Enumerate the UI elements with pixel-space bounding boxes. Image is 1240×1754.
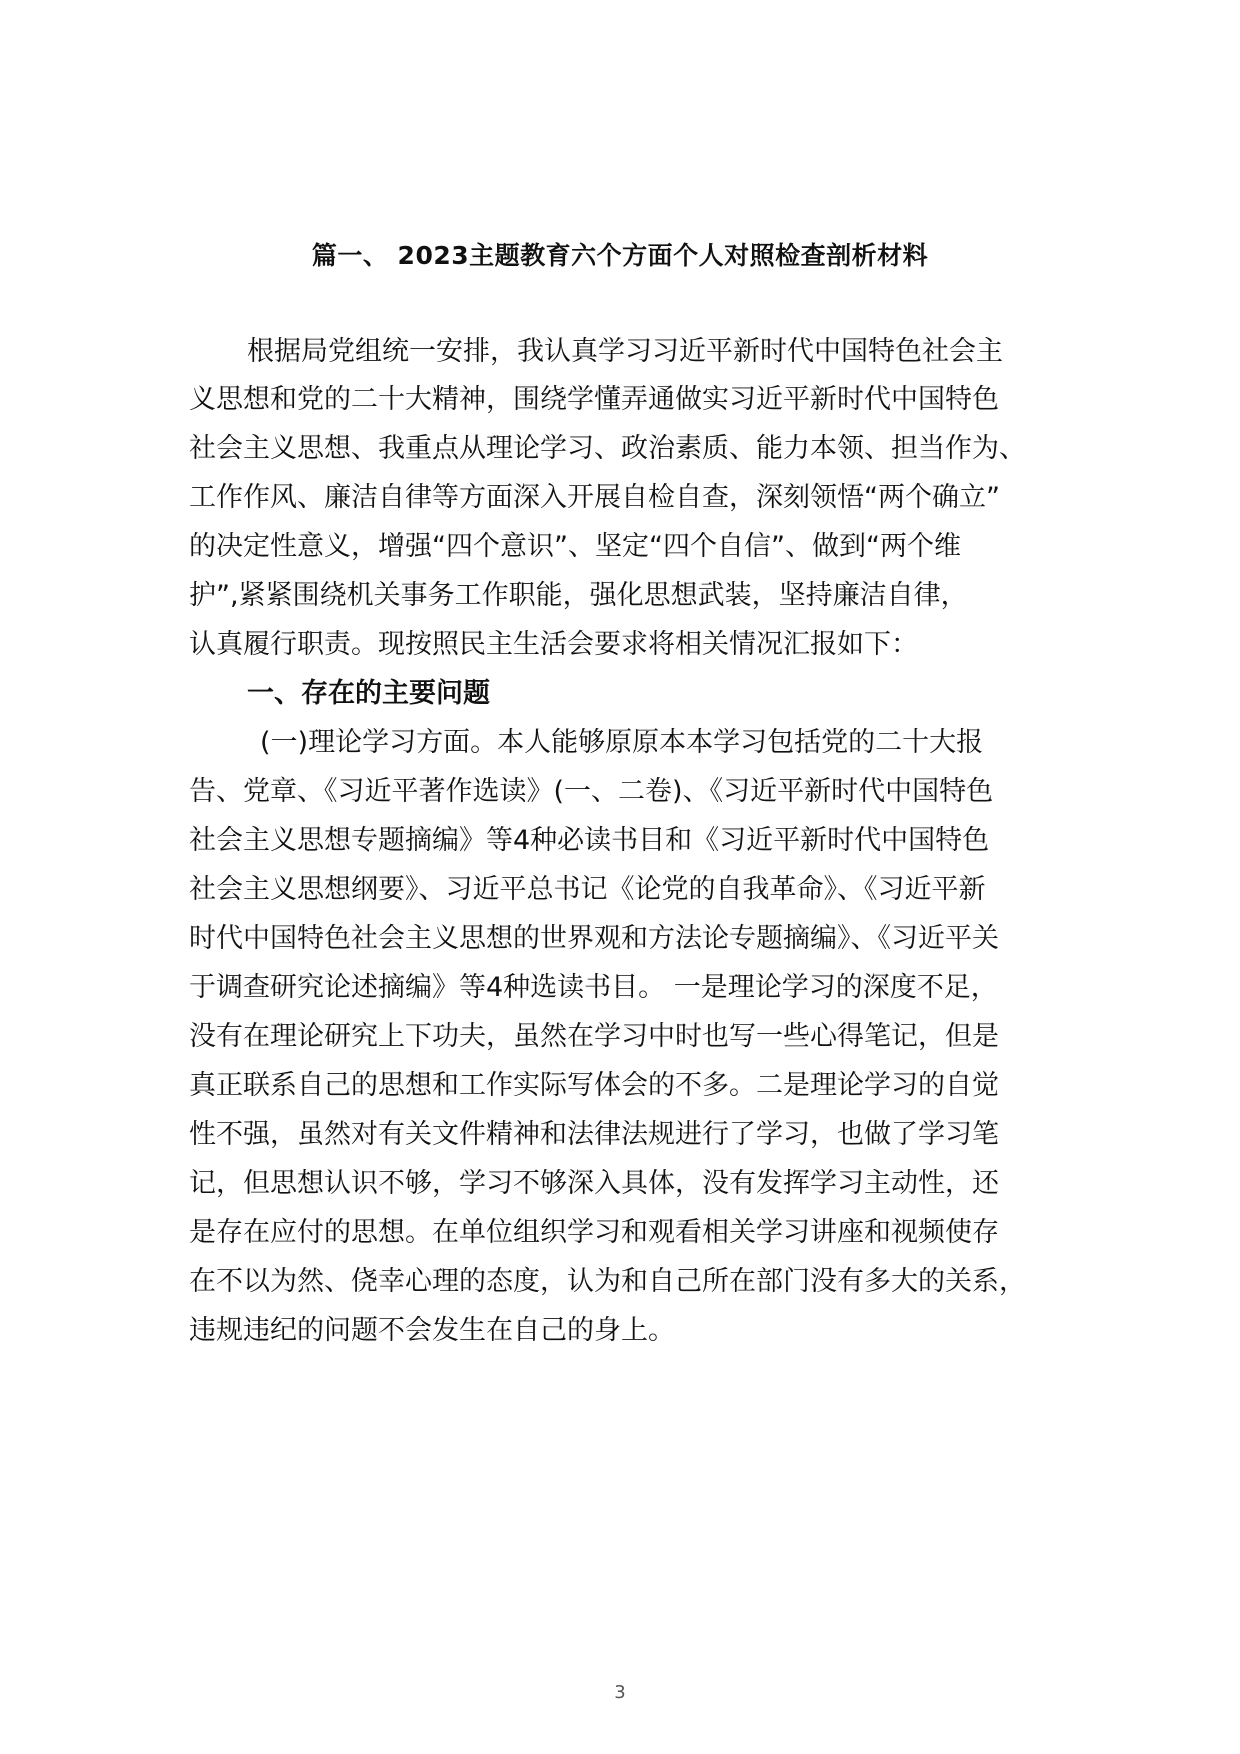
intro-line: 根据局党组统一安排，我认真学习习近平新时代中国特色社会主	[247, 336, 1003, 367]
intro-line: 社会主义思想、我重点从理论学习、政治素质、能力本领、担当作为、	[189, 433, 1026, 464]
intro-line: 工作作风、廉洁自律等方面深入开展自检自查，深刻领悟“两个确立”	[189, 482, 1000, 513]
section-line: 违规违纪的问题不会发生在自己的身上。	[189, 1315, 675, 1346]
intro-line: 义思想和党的二十大精神，围绕学懂弄通做实习近平新时代中国特色	[189, 384, 999, 415]
section-line: 是存在应付的思想。在单位组织学习和观看相关学习讲座和视频使存	[189, 1217, 999, 1248]
document-title: 篇一、 2023主题教育六个方面个人对照检查剖析材料	[311, 241, 929, 270]
intro-line: 认真履行职责。现按照民主生活会要求将相关情况汇报如下：	[189, 629, 918, 660]
section-heading: 一、存在的主要问题	[247, 678, 490, 709]
intro-line: 的决定性意义，增强“四个意识”、坚定“四个自信”、做到“两个维	[189, 531, 961, 562]
section-line: 没有在理论研究上下功夫，虽然在学习中时也写一些心得笔记，但是	[189, 1021, 999, 1052]
section-line: 在不以为然、侥幸心理的态度，认为和自己所在部门没有多大的关系，	[189, 1266, 1026, 1297]
section-line: 告、党章、《习近平著作选读》(一、二卷)、《习近平新时代中国特色	[189, 776, 994, 807]
section-line: 时代中国特色社会主义思想的世界观和方法论专题摘编》、《习近平关	[189, 923, 999, 954]
section-line: 社会主义思想专题摘编》等4种必读书目和《习近平新时代中国特色	[189, 825, 990, 856]
section-line: 社会主义思想纲要》、习近平总书记《论党的自我革命》、《习近平新	[189, 874, 986, 905]
section-line: 真正联系自己的思想和工作实际写体会的不多。二是理论学习的自觉	[189, 1070, 999, 1101]
section-line: (一)理论学习方面。本人能够原原本本学习包括党的二十大报	[260, 727, 984, 758]
page-number: 3	[614, 1682, 626, 1703]
intro-line: 护”,紧紧围绕机关事务工作职能，强化思想武装，坚持廉洁自律，	[189, 580, 968, 611]
section-line: 性不强，虽然对有关文件精神和法律法规进行了学习，也做了学习笔	[189, 1119, 999, 1150]
section-line: 记，但思想认识不够，学习不够深入具体，没有发挥学习主动性，还	[189, 1168, 999, 1199]
section-line: 于调查研究论述摘编》等4种选读书目。 一是理论学习的深度不足，	[189, 972, 998, 1003]
